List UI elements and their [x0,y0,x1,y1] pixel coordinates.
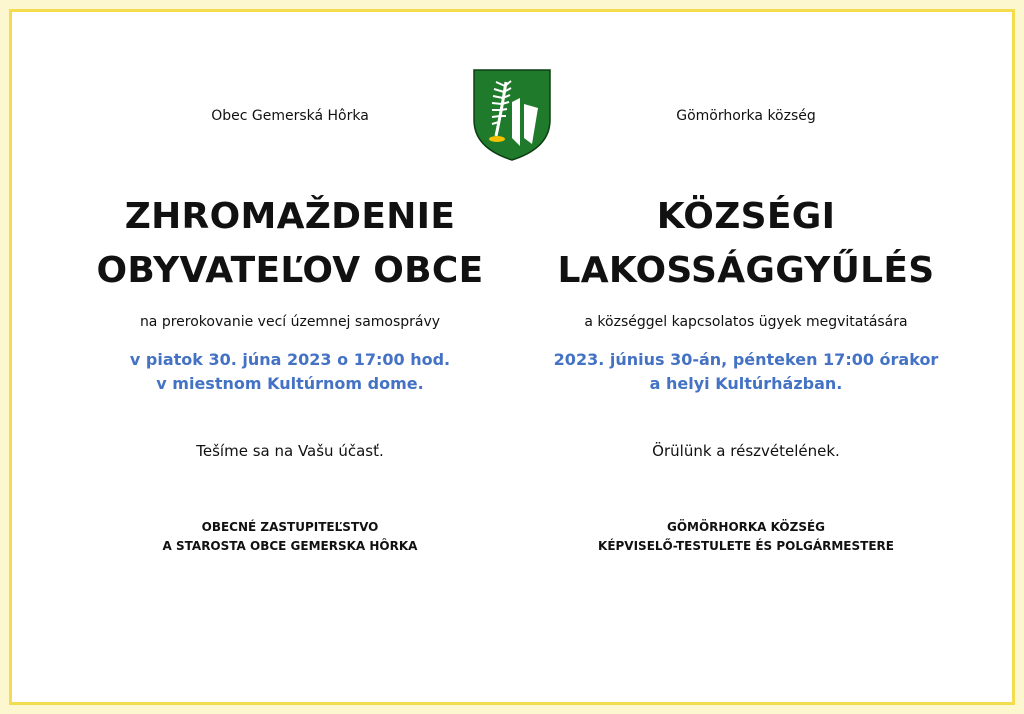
venue-line: a helyi Kultúrházban. [649,374,843,393]
title-line: OBYVATEĽOV OBCE [96,250,484,291]
signature-line: A STAROSTA OBCE GEMERSKA HÔRKA [162,539,418,553]
poster-subtitle: na prerokovanie vecí územnej samosprávy [139,314,441,330]
signature-line: KÉPVISELŐ-TESTULETE ÉS POLGÁRMESTERE [598,539,894,553]
signature-block [60,518,520,556]
thanks-text: Tešíme sa na Vašu účasť. [196,442,384,460]
thanks-text: Örülünk a részvételének. [652,442,840,460]
poster-title [60,190,520,298]
signature-line: OBECNÉ ZASTUPITEĽSTVO [201,520,379,534]
signature-block [516,518,976,556]
title-line: LAKOSSÁGGYŰLÉS [557,250,935,291]
date-and-venue [60,348,520,396]
venue-line: v miestnom Kultúrnom dome. [156,374,424,393]
poster [9,9,1015,705]
title-line: ZHROMAŽDENIE [124,196,456,237]
date-line: v piatok 30. júna 2023 o 17:00 hod. [129,350,451,369]
title-line: KÖZSÉGI [656,196,836,237]
poster-title [516,190,976,298]
date-line: 2023. június 30-án, pénteken 17:00 órakor [553,350,939,369]
municipality-name: Obec Gemerská Hôrka [211,108,369,124]
signature-line: GÖMÖRHORKA KÖZSÉG [666,520,826,534]
date-and-venue [516,348,976,396]
municipality-name: Gömörhorka község [676,108,816,124]
poster-subtitle: a községgel kapcsolatos ügyek megvitatására [584,314,908,330]
